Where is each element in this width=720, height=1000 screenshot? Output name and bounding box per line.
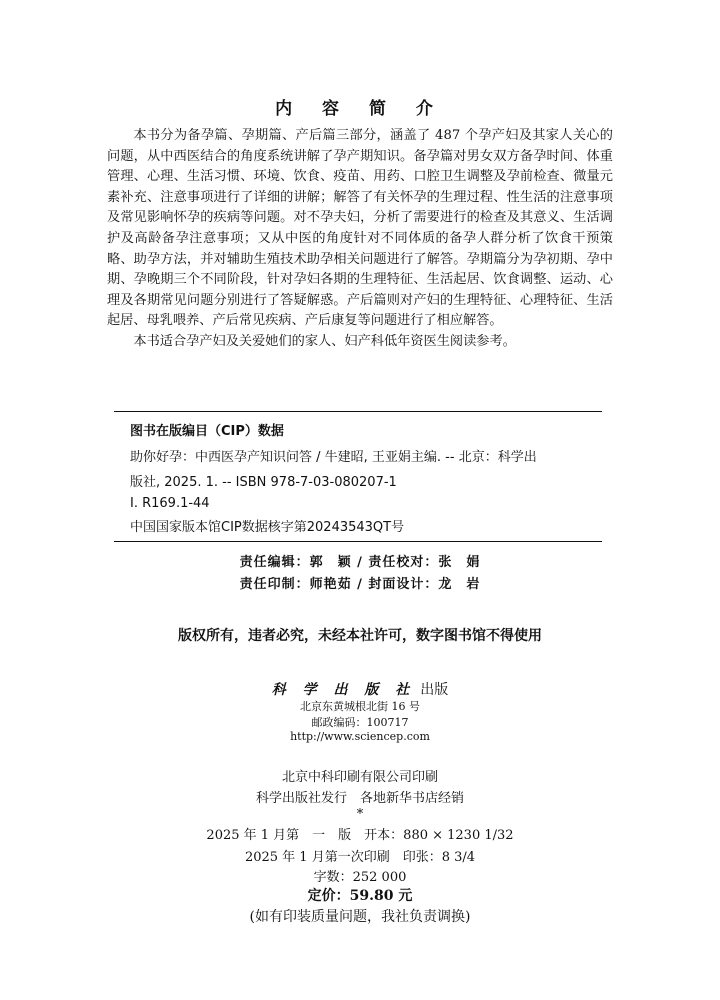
cip-bottom-rule [114,541,602,542]
cip-line: 版社, 2025. 1. -- ISBN 978-7-03-080207-1 [130,475,397,490]
intro-section [107,126,613,353]
price-line: 定价：59.80 元 [307,888,413,904]
intro-paragraph: 本书适合孕产妇及关爱她们的家人、妇产科低年资医生阅读参考。 [133,333,516,349]
impression-line: 2025 年 1 月第一次印刷 印张：8 3/4 [244,850,476,865]
distribution-line: 科学出版社发行 各地新华书店经销 [255,791,464,806]
edition-line: 2025 年 1 月第 一 版 开本：880 × 1230 1/32 [206,828,514,843]
cip-line: Ⅰ. R169.1-44 [130,496,210,511]
intro-paragraph: 本书分为备孕篇、孕期篇、产后篇三部分，涵盖了 487 个孕产妇及其家人关心的问题，从中西医结合的角度系统讲解了孕产期知识。备孕篇对男女双方备孕时间、体重管理、心理、生活习惯、环境、饮食、疫苗、用药、口腔卫生调整及孕前检查、微量元素补充、注意事项进行了详细的讲解；解答了有关怀孕的生理过程、性生活的注意事项及常见影响怀孕的疾病等问题。对不孕夫妇，分析了需要进行的检查及其意义、生活调护及高龄备孕注意事项；又从中医的角度针对不同体质的备孕人群分析了饮食干预策略、助孕方法，并对辅助生殖技术助孕相关问题进行了解答。孕期篇分为孕初期、孕中期、孕晚期三个不同阶段，针对孕妇各期的生理特征、生活起居、饮食调整、运动、心理及各期常见问题分别进行了答疑解惑。产后篇则对产妇的生理特征、心理特征、生活起居、母乳喂养、产后常见疾病、产后康复等问题进行了相应解答。 [107,128,613,329]
cip-top-rule [114,411,602,412]
publisher-address: 北京东黄城根北街 16 号 [300,700,420,713]
staff-line: 责任编辑：郭 颖 / 责任校对：张 娟 [239,555,481,570]
cip-line: 助你好孕：中西医孕产知识问答 / 牛建昭, 王亚娟主编. -- 北京：科学出 [130,450,537,465]
cip-line: 中国国家版本馆CIP数据核字第20243543QT号 [130,520,405,535]
publisher-postcode: 邮政编码：100717 [311,716,409,729]
publisher-name: 科 学 出 版 社 [271,682,416,698]
quality-notice: (如有印装质量问题，我社负责调换) [249,909,471,925]
copyright-notice: 版权所有，违者必究，未经本社许可，数字图书馆不得使用 [178,628,542,644]
publisher-logo-line [0,679,720,699]
cip-heading: 图书在版编目（CIP）数据 [130,424,284,439]
publisher-url: http://www.sciencep.com [290,730,430,743]
staff-line: 责任印制：师艳茹 / 封面设计：龙 岩 [239,577,481,592]
publisher-suffix: 出版 [420,682,449,698]
page-title: 内 容 简 介 [275,99,445,119]
printer-line: 北京中科印刷有限公司印刷 [281,770,438,785]
wordcount-line: 字数：252 000 [313,870,407,885]
separator-star: * [356,807,364,822]
